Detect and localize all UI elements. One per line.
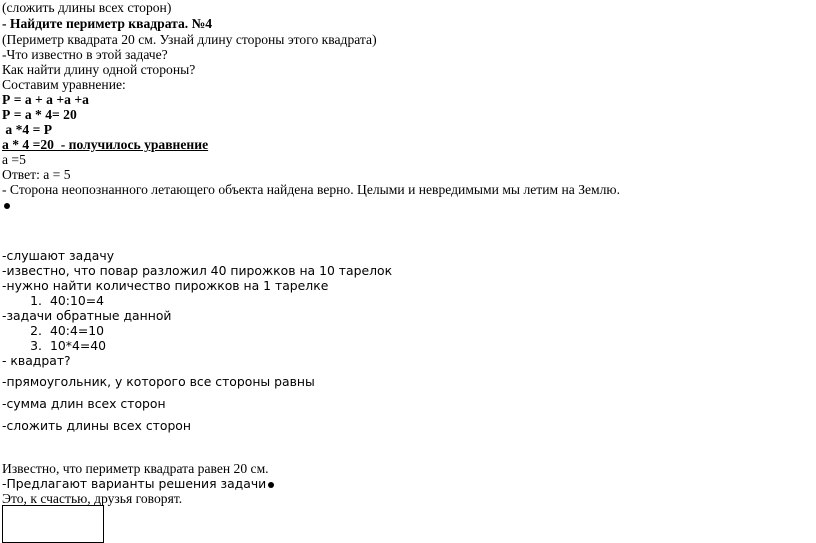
list-number: 3. [30, 338, 42, 353]
empty-frame [2, 505, 104, 543]
list-text: 10*4=40 [50, 338, 106, 353]
equation-line: а * 4 =20 - получилось уравнение [2, 137, 209, 152]
text-line: - квадрат? [2, 353, 71, 368]
text-line: -нужно найти количество пирожков на 1 тарелке [2, 278, 329, 293]
text-line: (Периметр квадрата 20 см. Узнай длину стороны этого квадрата) [2, 32, 377, 47]
text-line: -сумма длин всех сторон [2, 396, 166, 411]
text-line: -слушают задачу [2, 248, 115, 263]
numbered-item [2, 338, 106, 354]
numbered-item [2, 293, 104, 309]
text-line: а =5 [2, 152, 26, 167]
text-span: -Предлагают варианты решения задачи [2, 476, 267, 491]
equation-line: а *4 = Р [2, 122, 53, 137]
task-heading: - Найдите периметр квадрата. №4 [2, 16, 213, 31]
numbered-item [2, 323, 104, 339]
answer-line: Ответ: а = 5 [2, 167, 71, 182]
text-line: Это, к счастью, друзья говорят. [2, 491, 183, 506]
list-number: 1. [30, 293, 42, 308]
text-line [2, 476, 274, 492]
equation-line: Р = а * 4= 20 [2, 107, 77, 122]
text-line: -прямоугольник, у которого все стороны равны [2, 374, 315, 389]
text-line: -Что известно в этой задаче? [2, 47, 168, 62]
text-line: -задачи обратные данной [2, 308, 172, 323]
bullet-dot-icon [268, 482, 274, 488]
text-line: (сложить длины всех сторон) [2, 0, 172, 15]
bullet-line [2, 197, 10, 213]
text-line: - Сторона неопознанного летающего объекта найдена верно. Целыми и невредимыми мы летим на Землю. [2, 182, 620, 197]
text-line: -известно, что повар разложил 40 пирожков на 10 тарелок [2, 263, 393, 278]
list-text: 40:10=4 [50, 293, 104, 308]
text-line: Как найти длину одной стороны? [2, 62, 196, 77]
equation-line: Р = а + а +а +а [2, 92, 89, 107]
text-line: -сложить длины всех сторон [2, 418, 191, 433]
text-line: Составим уравнение: [2, 77, 126, 92]
list-text: 40:4=10 [50, 323, 104, 338]
text-line: Известно, что периметр квадрата равен 20 см. [2, 461, 269, 476]
bullet-dot-icon [4, 203, 10, 209]
list-number: 2. [30, 323, 42, 338]
